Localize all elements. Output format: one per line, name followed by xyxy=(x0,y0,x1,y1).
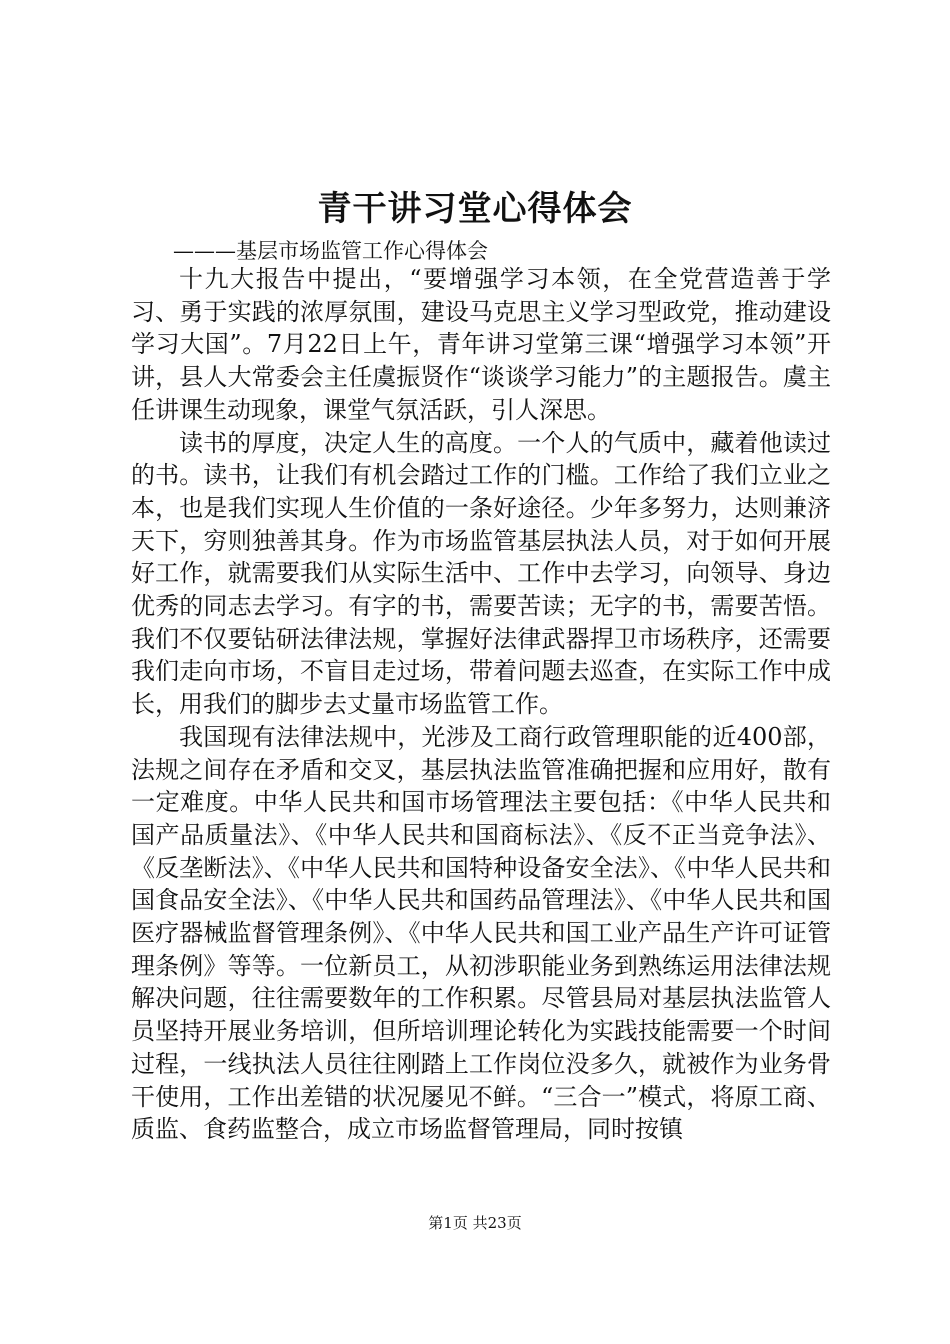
paragraph-1: 十九大报告中提出，“要增强学习本领，在全党营造善于学习、勇于实践的浓厚氛围，建设马克思主义学习型政党，推动建设学习大国”。7月22日上午，青年讲习堂第三课“增强学习本领”开讲，县人大常委会主任虞振贤作“谈谈学习能力”的主题报告。虞主任讲课生动现象，课堂气氛活跃，引人深思。 xyxy=(131,265,831,424)
paragraph-3: 我国现有法律法规中，光涉及工商行政管理职能的近400部，法规之间存在矛盾和交叉，基层执法监管准确把握和应用好，散有一定难度。中华人民共和国市场管理法主要包括：《中华人民共和国产品质量法》、《中华人民共和国商标法》、《反不正当竞争法》、《反垄断法》、《中华人民共和国特种设备安全法》、《中华人民共和国食品安全法》、《中华人民共和国药品管理法》、《中华人民共和国医疗器械监督管理条例》、《中华人民共和国工业产品生产许可证管理条例》等等。一位新员工，从初涉职能业务到熟练运用法律法规解决问题，往往需要数年的工作积累。尽管县局对基层执法监管人员坚持开展业务培训，但所培训理论转化为实践技能需要一个时间过程，一线执法人员往往刚踏上工作岗位没多久，就被作为业务骨干使用，工作出差错的状况屡见不鲜。“三合一”模式，将原工商、质监、食药监整合，成立市场监督管理局，同时按镇 xyxy=(131,722,831,1144)
document-body xyxy=(131,263,831,1146)
paragraph-2: 读书的厚度，决定人生的高度。一个人的气质中，藏着他读过的书。读书，让我们有机会踏过工作的门槛。工作给了我们立业之本，也是我们实现人生价值的一条好途径。少年多努力，达则兼济天下，穷则独善其身。作为市场监管基层执法人员，对于如何开展好工作，就需要我们从实际生活中、工作中去学习，向领导、身边优秀的同志去学习。有字的书，需要苦读；无字的书，需要苦悟。我们不仅要钻研法律法规，掌握好法律武器捍卫市场秩序，还需要我们走向市场，不盲目走过场，带着问题去巡查，在实际工作中成长，用我们的脚步去丈量市场监管工作。 xyxy=(131,428,831,719)
document-subtitle: ———基层市场监管工作心得体会 xyxy=(173,239,488,263)
document-title: 青干讲习堂心得体会 xyxy=(317,189,633,229)
page-footer: 第1页 共23页 xyxy=(428,1214,522,1232)
